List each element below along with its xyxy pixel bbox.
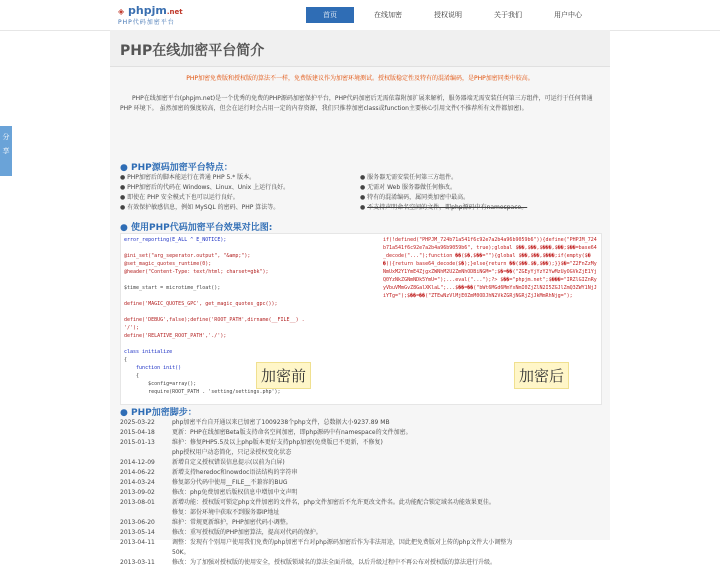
changelog-text: 修复部分代码中使用__FILE__不兼容的BUG — [172, 479, 288, 486]
code-line — [124, 340, 379, 348]
code-line: class initialize — [124, 349, 173, 355]
top-bar — [0, 0, 720, 31]
changelog-text: php授权用户动态简化，只记录授权变化状态 — [172, 449, 292, 456]
features-left-column — [120, 173, 289, 213]
page-header — [110, 30, 610, 67]
changelog-date: 2013-03-11 — [120, 559, 155, 566]
code-line: '/'); — [124, 325, 140, 331]
code-line: error_reporting(E_ALL ^ E_NOTICE); — [124, 237, 227, 243]
logo-main-text: phpjm — [128, 4, 167, 17]
code-line: @header("Content-Type: text/html; charset=gbk"); — [124, 269, 269, 275]
changelog-date: 2015-04-18 — [120, 429, 155, 436]
changelog-row — [120, 458, 600, 468]
changelog-date: 2015-01-13 — [120, 439, 155, 446]
feature-item: ● 特有的混淆编码，属同类加密中最高。 — [360, 194, 470, 201]
feature-item: ● 无需对 Web 服务器做任何修改。 — [360, 184, 457, 191]
changelog-list — [120, 418, 600, 568]
code-line: @ini_set("arg_seperator.output", "&amp;"); — [124, 253, 251, 259]
code-line: { — [124, 357, 128, 363]
changelog-title: PHP加密脚步： — [131, 408, 197, 418]
demo-title: 使用PHP代码加密平台效果对比图: — [131, 223, 273, 233]
features-title: PHP源码加密平台特点： — [131, 163, 233, 173]
changelog-text: 维护：修复PHP5.5及以上php版本更好支持php加密(免费版已不更新，不修复) — [172, 439, 383, 446]
notice-text: PHP加密免费版和授权版的算法不一样，免费版建议作为加密环境测试。授权版稳定性及特有的混淆编码，是PHP加密同类中较高。 — [186, 75, 534, 82]
share-side-tab[interactable] — [0, 126, 12, 176]
bullet-icon: ● — [120, 408, 128, 418]
changelog-row — [120, 508, 600, 518]
changelog-date: 2013-04-11 — [120, 539, 155, 546]
changelog-date: 2013-05-14 — [120, 529, 155, 536]
changelog-row — [120, 418, 600, 428]
code-line: @set_magic_quotes_runtime(0); — [124, 261, 212, 267]
changelog-text: 调整：发现有个别用户使用我们免费的php加密平台对php源码加密后作为非法用途，因此把免费版对上传的php文件大小调整为 — [172, 539, 513, 546]
changelog-date: 2013-06-20 — [120, 519, 155, 526]
nav-about-us[interactable]: 关于我们 — [494, 11, 522, 19]
site-logo[interactable] — [118, 4, 183, 26]
changelog-text: 修改：php免费加密后版权信息中增加中文声明 — [172, 489, 298, 496]
before-label: 加密前 — [256, 362, 311, 389]
feature-item: ● PHP加密后的脚本能运行在普通 PHP 5.* 版本。 — [120, 174, 256, 181]
code-line — [124, 308, 379, 316]
code-line: $config=array(); — [124, 381, 197, 387]
changelog-row — [120, 558, 600, 568]
code-line — [124, 292, 379, 300]
code-after-panel: if(!defined("PHPJM_724b71a541f6c92e7a2b4a96b9059b6")){define("PHPJM_724b71a541f6c92e7a2b4a96b9059b6", true);global $��,$��,$���,$��;$��=base64_decode("...");function ��($�,$��=""){global $��,$��,$���;if(empty($��)){return base64_decode($�);}else{return ��($��.$�,$��);}}$�="Z2FnZzMyNmUxM2Y1YmE4ZjgxZWNhM2U2ZmNhODBiNGM=";$�=��("ZGEyYjYzY2YwMzUyOGVkZjE1YjQ0YzNkZGNmNDk5YmU=");...eval("...");?> $��="phpjm.net";$���="IRZlGIZnRyyVbuVMmGvZ8GalXKlaL";...$��=��("bWt6MGd6MmYxNmI0ZjZlN2I5ZGJlZmQ3ZWY1NjJiYTg=");$��=��("ZTEwNzVlMjE0ZmM0ODJhN2VkZGRjNGRjZjJkMmRhNjg="); — [383, 237, 597, 299]
changelog-date: 2013-08-01 — [120, 499, 155, 506]
share-tab-line1: 分 — [2, 133, 10, 141]
changelog-row — [120, 488, 600, 498]
changelog-row — [120, 548, 600, 558]
code-line: define('MAGIC_QUOTES_GPC', get_magic_quotes_gpc()); — [124, 301, 278, 307]
changelog-text: 更新：PHP在线加密Beta版支持命名空间加密，即php源码中有namespace的文件加密。 — [172, 429, 412, 436]
content-page — [110, 30, 610, 566]
changelog-date: 2014-12-09 — [120, 459, 155, 466]
nav-user-center[interactable]: 用户中心 — [554, 11, 582, 19]
changelog-text: 维护：常规更新维护，PHP加密代码小调整。 — [172, 519, 292, 526]
changelog-text: 新增自定义授权错误信息提示(以前为白屏) — [172, 459, 285, 466]
code-line: { — [124, 373, 140, 379]
logo-lock-icon: ◈ — [118, 7, 125, 16]
changelog-date: 2025-03-22 — [120, 419, 155, 426]
feature-item: ● 不支持声明命名空间的文件，即php源码中有namespace。 — [360, 204, 528, 211]
code-line: require(ROOT_PATH . 'setting/settings.php'); — [124, 389, 281, 395]
feature-item: ● 服务器无需安装任何第三方组件。 — [360, 174, 458, 181]
demo-heading — [120, 220, 272, 233]
changelog-row — [120, 448, 600, 458]
code-line: define('RELATIVE_ROOT_PATH','./'); — [124, 333, 227, 339]
nav-home[interactable]: 首页 — [306, 7, 354, 23]
changelog-date: 2014-06-22 — [120, 469, 155, 476]
features-right-column — [360, 173, 527, 213]
code-before-panel — [124, 236, 379, 402]
changelog-text: 50K。 — [172, 549, 190, 556]
encryption-comparison — [120, 233, 602, 405]
changelog-text: php加密平台自开通以来已加密了1009238个php文件，总数据大小9237.89 MB — [172, 419, 390, 426]
intro-paragraph: PHP在线加密平台(phpjm.net)是一个优秀的免费的PHP源码加密保护平台，PHP代码加密后无需依靠附加扩展来解析，服务器端无需安装任何第三方组件，可运行于任何普通 PHP 环境下。 虽然加密的强度较高，但会在运行时会占用一定的内存资源，我们只推荐加密class或function主要核心引用文件(不推荐所有文件都加密)。 — [120, 95, 593, 112]
changelog-row — [120, 498, 600, 508]
changelog-heading — [120, 405, 197, 418]
code-line: $time_start = microtime_float(); — [124, 285, 221, 291]
nav-online-encrypt[interactable]: 在线加密 — [374, 11, 402, 19]
changelog-date: 2013-09-02 — [120, 489, 155, 496]
changelog-row — [120, 468, 600, 478]
changelog-text: 修改：为了加强对授权版的使用安全，授权版锁域名的算法全面升级，以后升级过程中不再公布对授权版的算法进行升级。 — [172, 559, 497, 566]
changelog-date: 2014-03-24 — [120, 479, 155, 486]
changelog-text: 新增支持heredoc和nowdoc语法结构的字符串 — [172, 469, 298, 476]
changelog-row — [120, 438, 600, 448]
page-title: PHP在线加密平台简介 — [120, 43, 265, 59]
logo-subtitle: PHP代码加密平台 — [118, 19, 175, 26]
changelog-text: 修复：部份环境中获取不到服务器IP地址 — [172, 509, 280, 516]
features-heading — [120, 160, 233, 173]
logo-suffix-text: .net — [166, 8, 183, 16]
changelog-row — [120, 528, 600, 538]
share-tab-line2: 享 — [2, 147, 10, 155]
changelog-row — [120, 518, 600, 528]
changelog-text: 新增功能：授权版可锁定php文件加密的文件名，php文件加密后不允许更改文件名。此功能配合锁定域名功能效果更佳。 — [172, 499, 495, 506]
changelog-row — [120, 478, 600, 488]
nav-license-info[interactable]: 授权说明 — [434, 11, 462, 19]
feature-item: ● 即使在 PHP 安全模式下也可以运行良好。 — [120, 194, 239, 201]
code-line — [124, 276, 379, 284]
changelog-row — [120, 428, 600, 438]
changelog-text: 修改：重写授权版的PHP加密算法，提高对代码的保护。 — [172, 529, 322, 536]
code-line — [124, 396, 379, 402]
feature-item: ● 有效保护敏感信息，例如 MySQL 的密码、PHP 算法等。 — [120, 204, 280, 211]
code-line: function init() — [124, 365, 182, 371]
code-line: define('DEBUG',false);define('ROOT_PATH',dirname(__FILE__) . — [124, 317, 305, 323]
code-line — [124, 244, 379, 252]
bullet-icon: ● — [120, 223, 128, 233]
bullet-icon: ● — [120, 163, 128, 173]
feature-item: ● PHP加密后的代码在 Windows、Linux、Unix 上运行良好。 — [120, 184, 290, 191]
after-label: 加密后 — [514, 362, 569, 389]
